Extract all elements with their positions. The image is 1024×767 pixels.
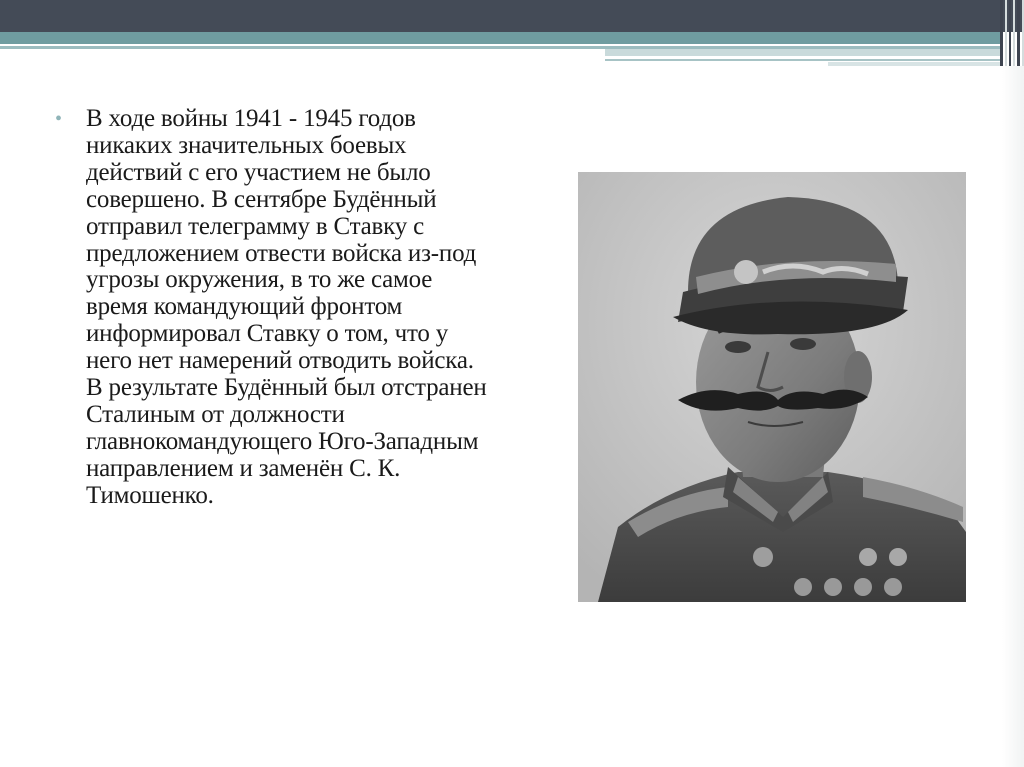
page-edge-shadow [1002,66,1024,767]
bullet-dot-icon: • [55,108,63,130]
header-dark-band [0,0,1024,32]
header-step-line [605,59,1000,61]
header-teal-band [0,32,1000,44]
header-step-band-small [828,62,1000,66]
header-right-stripes [1000,0,1024,66]
portrait-photo [578,172,966,602]
bullet-text: В ходе войны 1941 - 1945 годов никаких значительных боевых действий с его участием не было совершено. В сентябре Будённый отправил телеграмму в Ставку с предложением отвести войска из-под угрозы окружения, в то же самое время командующий фронтом информировал Ставку о том, что у него нет намерений отводить войска. В результате Будённый был отстранен Сталиным от должности главнокомандующего Юго-Западным направлением и заменён С. К. Тимошенко. [86,105,487,509]
bullet-item [55,106,495,510]
header-step-band [605,49,1000,56]
